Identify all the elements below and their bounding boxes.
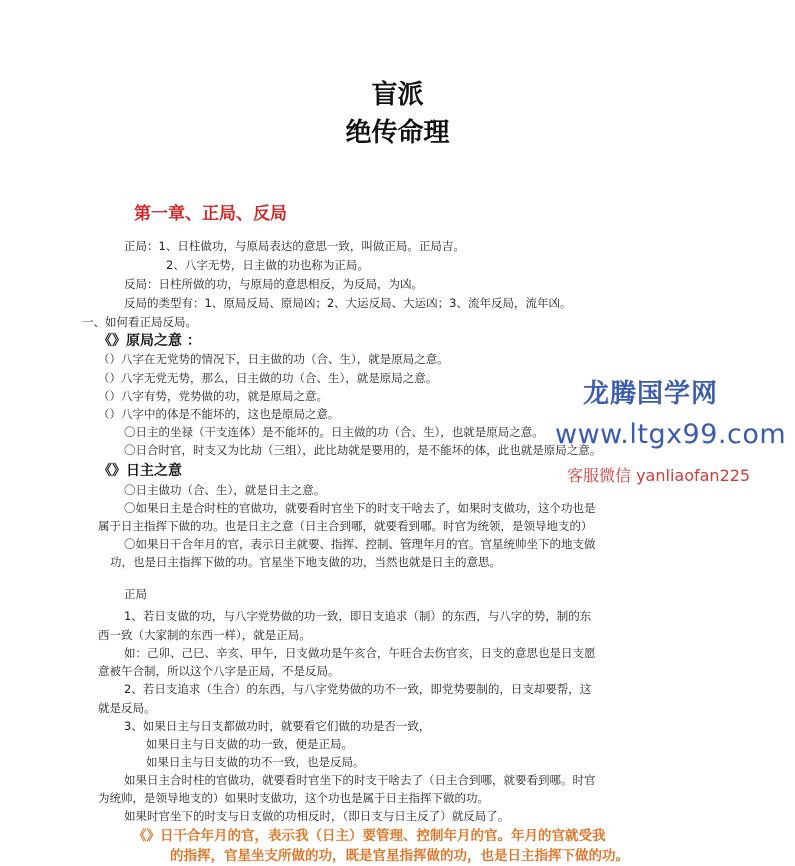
intro-line: 反局：日柱所做的功，与原局的意思相反，为反局，为凶。 [124,277,423,291]
body-line: 如果日主合时柱的官做功，就要看时官坐下的时支干啥去了（日主合到哪，就要看到哪。时官 [124,773,596,787]
body-line: 如果日主与日支做的功不一致，也是反局。 [146,755,365,769]
body-line: 意被午合制，所以这个八字是正局，不是反局。 [98,664,340,678]
body-line: 〇如果日主是合时柱的官做功，就要看时官坐下的时支干啥去了，如果时支做功，这个功也是 [124,501,596,515]
sub-heading-yuanju: 《》原局之意 ： [98,333,201,349]
body-line: 〇日主的坐禄（干支连体）是不能坏的。日主做的功（合、生），也就是原局之意。 [124,425,544,439]
chapter-heading: 第一章、正局、反局 [134,204,287,224]
body-line: 为统帅，是领导地支的）如果时支做功，这个功也是属于日主指挥下做的功。 [98,791,489,805]
zhengju-label: 正局 [124,587,147,601]
page-title-line1: 盲派 [371,80,424,110]
intro-line: 2、八字无势，日主做的功也称为正局。 [166,258,369,272]
body-line: 〇日主做功（合、生），就是日主之意。 [124,483,326,497]
body-line: 如果时官坐下的时支与日支做的功相反时，（即日支与日主反了）就反局了。 [124,809,510,823]
section-title: 一、如何看正局反局。 [82,315,197,329]
body-line: 〇日合时官，时支又为比劫（三组），此比劫就是要用的，是不能坏的体，此也就是原局之意。 [124,443,602,457]
body-line: （）八字中的体是不能坏的，这也是原局之意。 [98,407,340,421]
highlight-line: 《》日干合年月的官，表示我（日主）要管理、控制年月的官。年月的官就受我 [133,828,606,844]
body-line: 3、如果日主与日支都做功时，就要看它们做的功是否一致， [124,719,431,733]
watermark-url: www.ltgx99.com [555,419,787,450]
body-line: （）八字无党无势，那么，日主做的功（合、生），就是原局之意。 [98,371,438,385]
body-line: （）八字有势，党势做的功，就是原局之意。 [98,389,328,403]
intro-line: 正局：1、日柱做功，与原局表达的意思一致，叫做正局。正局吉。 [124,239,465,253]
body-line: 2、若日支追求（生合）的东西，与八字党势做的功不一致，即党势要制的，日支却要帮，这 [124,682,592,696]
body-line: （）八字在无党势的情况下，日主做的功（合、生），就是原局之意。 [98,352,449,366]
watermark-service: 客服微信 yanliaofan225 [567,466,751,485]
page-title-line2: 绝传命理 [345,118,450,148]
sub-heading-rizhu: 《》日主之意 [98,463,182,479]
body-line: 西一致（大家制的东西一样），就是正局。 [98,628,311,642]
body-line: 功，也是日主指挥下做的功。官星坐下地支做的功，当然也就是日主的意思。 [110,555,501,569]
body-line: 如果日主与日支做的功一致，便是正局。 [146,737,353,751]
highlight-line: 的指挥，官星坐支所做的功，既是官星指挥做的功，也是日主指挥下做的功。 [170,848,629,864]
intro-line: 反局的类型有：1、原局反局、原局凶；2、大运反局、大运凶；3、流年反局，流年凶。 [124,296,572,310]
body-line: 就是反局。 [98,701,156,715]
body-line: 〇如果日干合年月的官，表示日主就要、指挥、控制、管理年月的官。官星统帅坐下的地支做 [124,537,596,551]
watermark-site-name: 龙腾国学网 [583,379,719,409]
body-line: 属于日主指挥下做的功。也是日主之意（日主合到哪，就要看到哪。时官为统领，是领导地支的） [98,519,593,533]
body-line: 如：己卯、己巳、辛亥、甲午，日支做功是午亥合，午旺合去伤官亥，日支的意思也是日支愿 [124,646,596,660]
body-line: 1、若日支做的功，与八字党势做的功一致，即日支追求（制）的东西，与八字的势，制的东 [124,609,592,623]
